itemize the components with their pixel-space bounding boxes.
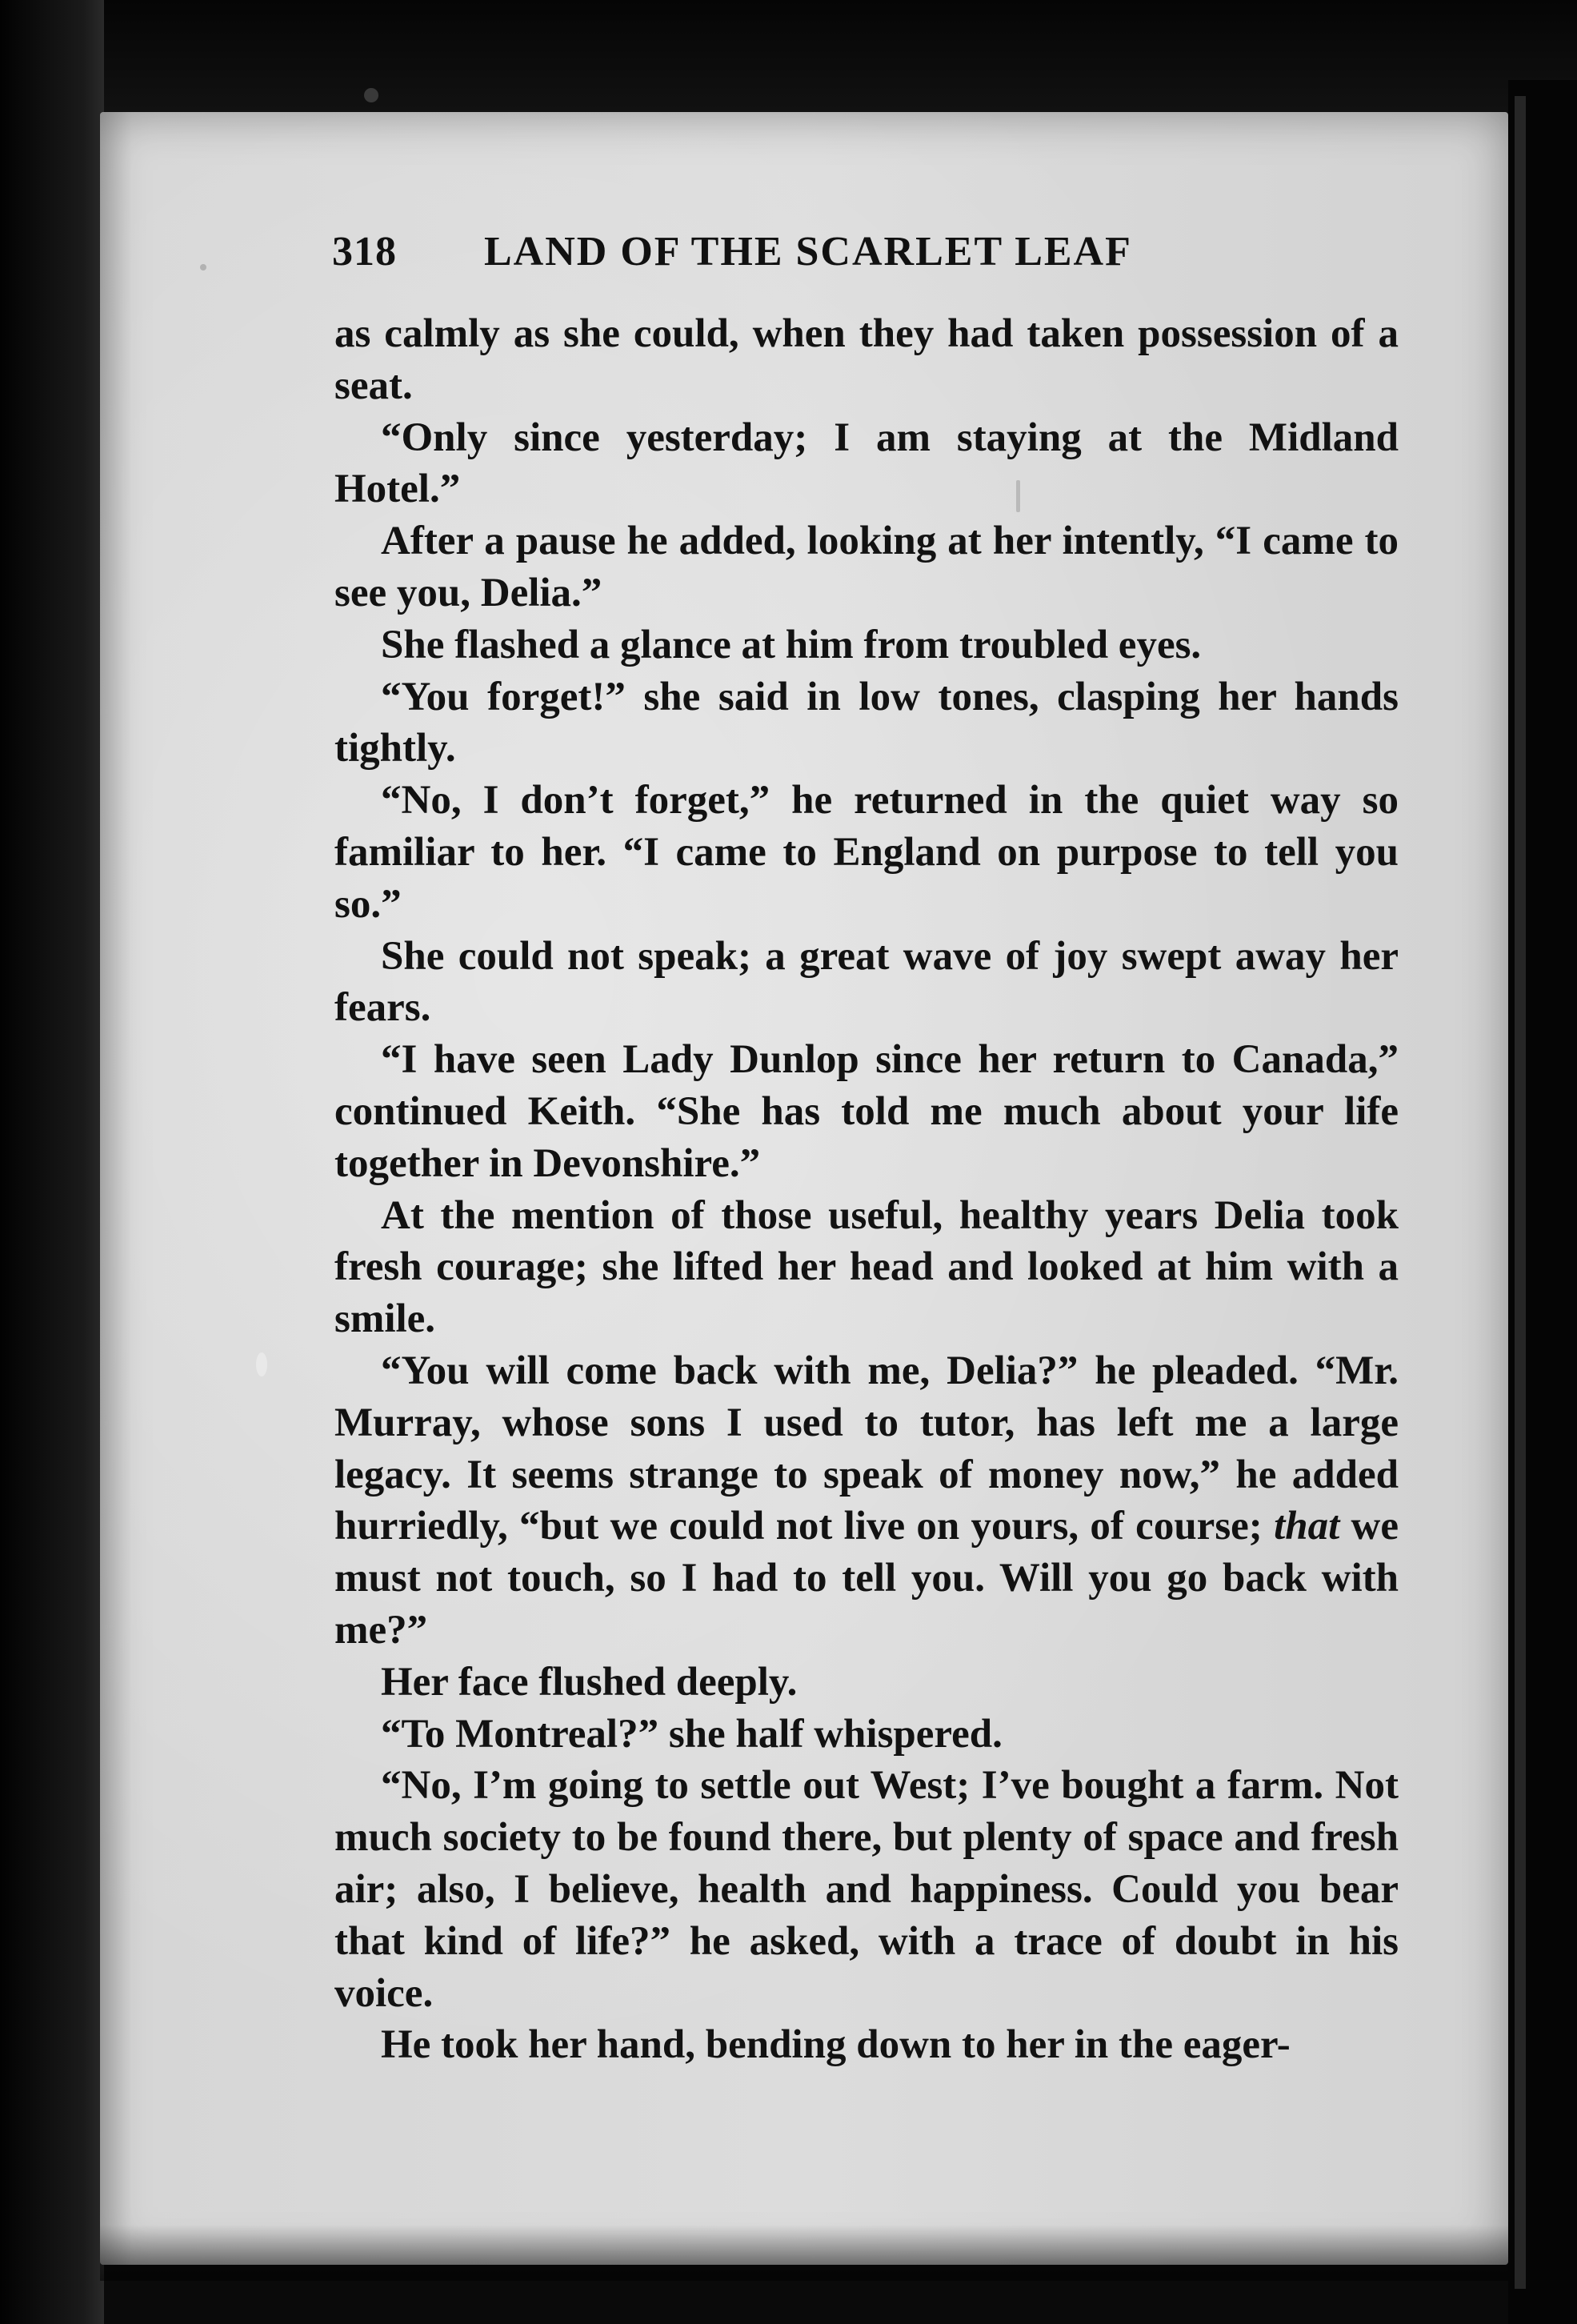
facing-page-edge <box>1515 96 1526 2289</box>
paragraph-text: “I have seen Lady Dunlop since her return to Canada,” continued Keith. “She has told me much about your life together in Devonshire.” <box>334 1037 1399 1186</box>
paragraph-text: She could not speak; a great wave of joy swept away her fears. <box>334 933 1399 1031</box>
paragraph-text: we must not touch, so I had to tell you. Will you go back with me?” <box>334 1504 1399 1653</box>
page-bottom-shadow <box>100 2225 1508 2281</box>
running-head <box>332 228 1452 292</box>
paragraph <box>334 515 1399 619</box>
paragraph-text: At the mention of those useful, healthy years Delia took fresh courage; she lifted her head and looked at him with a smile. <box>334 1192 1399 1342</box>
paragraph-text: He took her hand, bending down to her in the eager- <box>381 2022 1291 2068</box>
paragraph <box>334 1190 1399 1345</box>
paragraph-text: “To Montreal?” she half whispered. <box>381 1711 1003 1757</box>
paragraph <box>334 671 1399 775</box>
paragraph-text: “Only since yesterday; I am staying at the Midland Hotel.” <box>334 415 1399 512</box>
paragraph-text: “No, I’m going to settle out West; I’ve bought a farm. Not much society to be found there, but plenty of space and fresh air; also, I believe, health and happiness. Could you bear that kind of life?” he asked, with a trace of doubt in his voice. <box>334 1763 1399 2016</box>
body-text <box>334 308 1399 2071</box>
paragraph-text: After a pause he added, looking at her intently, “I came to see you, Delia.” <box>334 519 1399 615</box>
paragraph <box>334 1657 1399 1709</box>
running-title: LAND OF THE SCARLET LEAF <box>484 229 1132 274</box>
paragraph <box>334 1345 1399 1657</box>
paragraph-text: Her face flushed deeply. <box>381 1659 798 1705</box>
paragraph <box>334 931 1399 1035</box>
paragraph <box>334 2019 1399 2071</box>
page-number: 318 <box>332 229 397 274</box>
paragraph <box>334 1034 1399 1189</box>
paragraph-text: She flashed a glance at him from troubled eyes. <box>381 622 1202 667</box>
paragraph <box>334 1760 1399 2019</box>
paragraph-text: as calmly as she could, when they had taken possession of a seat. <box>334 311 1399 408</box>
paragraph <box>334 619 1399 671</box>
paragraph <box>334 308 1399 412</box>
italic-emphasis: that <box>1274 1504 1340 1549</box>
paragraph <box>334 775 1399 930</box>
paragraph <box>334 1709 1399 1761</box>
left-binding-shadow <box>0 0 104 2324</box>
paragraph <box>334 412 1399 516</box>
dust-speck <box>256 1352 267 1376</box>
paragraph-text: “You forget!” she said in low tones, clasping her hands tightly. <box>334 674 1399 771</box>
paragraph-text: “You will come back with me, Delia?” he pleaded. “Mr. Murray, whose sons I used to tutor, has left me a large legacy. It seems strange to speak of money now,” he added hurriedly, “but we could not live on yours, of course; <box>334 1348 1399 1549</box>
top-shadow <box>0 0 1577 120</box>
dust-speck <box>200 264 206 270</box>
dust-speck <box>364 88 378 102</box>
paragraph-text: “No, I don’t forget,” he returned in the quiet way so familiar to her. “I came to England on purpose to tell you so.” <box>334 778 1399 927</box>
